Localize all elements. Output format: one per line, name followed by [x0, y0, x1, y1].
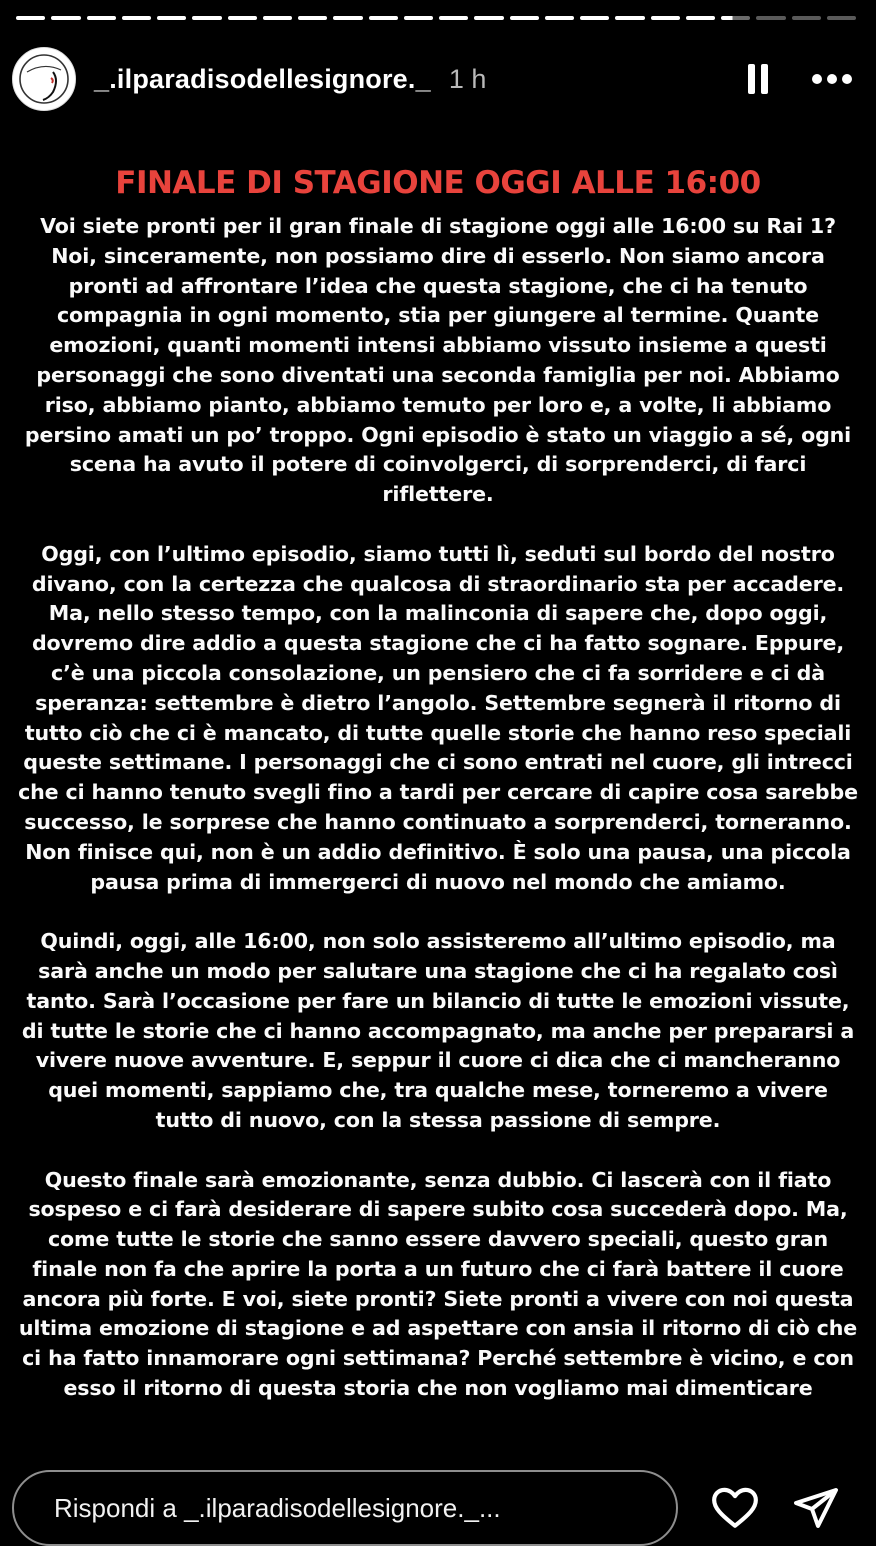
reply-input[interactable]: Rispondi a _.ilparadisodellesignore._...	[12, 1470, 678, 1546]
pause-icon[interactable]	[738, 59, 778, 99]
progress-segment	[157, 16, 186, 20]
progress-segment	[87, 16, 116, 20]
progress-segment	[298, 16, 327, 20]
progress-segment	[263, 16, 292, 20]
story-paragraph: Questo finale sarà emozionante, senza dubbio. Ci lascerà con il fiato sospeso e ci farà desiderare di sapere subito cosa succederà dopo. Ma, come tutte le storie che sanno essere davvero speciali, questo gran finale non fa che aprire la porta a un futuro che ci farà battere il cuore ancora più forte. E voi, siete pronti? Siete pronti a vivere con noi questa ultima emozione di stagione e ad aspettare con ansia il ritorno di ciò che ci ha fatto innamorare ogni settimana? Perché settembre è vicino, e con esso il ritorno di questa storia che non vogliamo mai dimenticare	[18, 1167, 858, 1401]
avatar[interactable]	[12, 47, 76, 111]
more-icon[interactable]	[812, 74, 852, 84]
post-time: 1 h	[448, 63, 487, 94]
progress-segment	[651, 16, 680, 20]
send-icon[interactable]	[792, 1484, 840, 1532]
progress-segment	[792, 16, 821, 20]
progress-segment	[474, 16, 503, 20]
progress-segment	[439, 16, 468, 20]
story-paragraph: Quindi, oggi, alle 16:00, non solo assisteremo all’ultimo episodio, ma sarà anche un modo per salutare una stagione che ci ha regalato così tanto. Sarà l’occasione per fare un bilancio di tutte le emozioni vissute, di tutte le storie che ci hanno accompagnato, ma anche per prepararsi a vivere nuove avventure. E, seppur il cuore ci dica che ci mancheranno quei momenti, sappiamo che, tra qualche mese, torneremo a vivere tutto di nuovo, con la stessa passione di sempre.	[21, 929, 855, 1132]
progress-segment	[16, 16, 45, 20]
heart-icon[interactable]	[710, 1483, 760, 1533]
story-paragraph: Voi siete pronti per il gran finale di stagione oggi alle 16:00 su Rai 1? Noi, sinceramente, non possiamo dire di esserlo. Non siamo ancora pronti ad affrontare l’idea che questa stagione, che ci ha tenuto compagnia in ogni momento, stia per giungere al termine. Quante emozioni, quanti momenti intensi abbiamo vissuto insieme a questi personaggi che sono diventati una seconda famiglia per noi. Abbiamo riso, abbiamo pianto, abbiamo temuto per loro e, a volte, li abbiamo persino amati un po’ troppo. Ogni episodio è stato un viaggio a sé, ogni scena ha avuto il potere di coinvolgerci, di sorprenderci, di farci riflettere.	[24, 214, 852, 507]
progress-segment	[192, 16, 221, 20]
progress-segment	[686, 16, 715, 20]
story-footer	[12, 1470, 852, 1546]
progress-segment	[333, 16, 362, 20]
progress-segment	[122, 16, 151, 20]
story-paragraph: Oggi, con l’ultimo episodio, siamo tutti lì, seduti sul bordo del nostro divano, con la certezza che qualcosa di straordinario sta per accadere. Ma, nello stesso tempo, con la malinconia di sapere che, dopo oggi, dovremo dire addio a questa stagione che ci ha fatto sognare. Eppure, c’è una piccola consolazione, un pensiero che ci fa sorridere e ci dà speranza: settembre è dietro l’angolo. Settembre segnerà il ritorno di tutto ciò che ci è mancato, di tutte quelle storie che hanno reso speciali queste settimane. I personaggi che ci sono entrati nel cuore, gli intrecci che ci hanno tenuto svegli fino a tardi per cercare di capire cosa sarebbe successo, le sorprese che hanno continuato a sorprenderci, torneranno. Non finisce qui, non è un addio definitivo. È solo una pausa, una piccola pausa prima di immergerci di nuovo nel mondo che amiamo.	[18, 541, 858, 894]
progress-segment	[369, 16, 398, 20]
story-content	[18, 160, 858, 1434]
progress-segment	[827, 16, 856, 20]
username[interactable]: _.ilparadisodellesignore._	[94, 63, 431, 94]
progress-segment	[580, 16, 609, 20]
progress-segment	[615, 16, 644, 20]
story-progress-bar	[16, 16, 856, 20]
progress-segment	[721, 16, 750, 20]
progress-segment	[51, 16, 80, 20]
progress-segment	[404, 16, 433, 20]
progress-segment	[545, 16, 574, 20]
story-title: FINALE DI STAGIONE OGGI ALLE 16:00	[115, 165, 761, 201]
logo-icon	[13, 48, 75, 110]
progress-segment	[510, 16, 539, 20]
progress-segment	[756, 16, 785, 20]
progress-segment	[228, 16, 257, 20]
story-header	[12, 48, 852, 110]
